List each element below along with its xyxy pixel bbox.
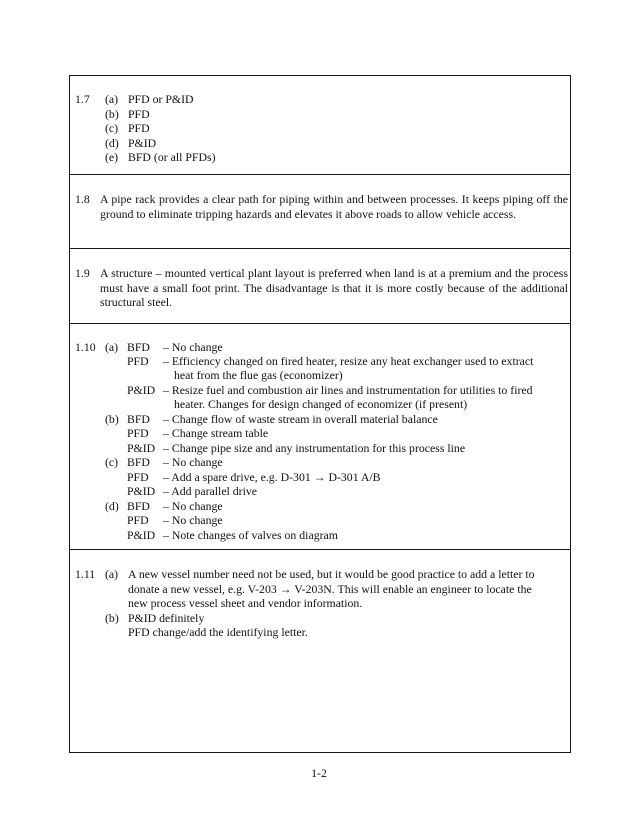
item-letter: (c) <box>105 121 119 135</box>
section-number: 1.11 <box>75 567 96 581</box>
part-text-line: PFD change/add the identifying letter. <box>128 625 308 639</box>
row-text-continued: heat from the flue gas (economizer) <box>174 368 343 382</box>
item-text: BFD (or all PFDs) <box>128 150 216 164</box>
row-text: – No change <box>163 513 223 527</box>
section-1-7 <box>70 76 570 175</box>
section-1-8 <box>70 175 570 249</box>
row-text: – Change flow of waste stream in overall material balance <box>163 412 438 426</box>
section-1-9 <box>70 249 570 324</box>
section-text: A pipe rack provides a clear path for piping within and between processes. It keeps piping off the ground to eliminate tripping hazards and elevates it above roads to allow vehicle access. <box>100 192 568 221</box>
item-letter: (b) <box>105 107 119 121</box>
row-text: – Note changes of valves on diagram <box>163 528 338 542</box>
row-text: – Add parallel drive <box>163 484 258 498</box>
page-number: 1-2 <box>311 766 327 780</box>
row-text: – Efficiency changed on fired heater, resize any heat exchanger used to extract <box>163 354 534 368</box>
part-text-line: new process vessel sheet and vendor information. <box>128 596 363 610</box>
row-type: BFD <box>127 412 150 426</box>
row-type: PFD <box>127 426 149 440</box>
row-text: – No change <box>163 455 223 469</box>
section-number: 1.10 <box>75 340 96 354</box>
row-type: BFD <box>127 340 150 354</box>
section-1-11 <box>70 550 570 752</box>
row-text-continued: heater. Changes for design changed of economizer (if present) <box>174 397 468 411</box>
row-type: PFD <box>127 470 149 484</box>
item-text: PFD <box>128 107 150 121</box>
row-type: P&ID <box>127 441 156 455</box>
part-letter: (a) <box>105 340 119 354</box>
part-text-line: P&ID definitely <box>128 611 205 625</box>
part-letter: (d) <box>105 499 119 513</box>
section-text: A structure – mounted vertical plant layout is preferred when land is at a premium and the process must have a small foot print. The disadvantage is that it is more costly because of the additional structural steel. <box>100 266 568 310</box>
part-letter: (b) <box>105 611 119 625</box>
row-text: – No change <box>163 499 223 513</box>
section-1-10 <box>70 324 570 550</box>
item-text: PFD <box>128 121 150 135</box>
row-type: P&ID <box>127 383 156 397</box>
section-number: 1.7 <box>75 92 90 106</box>
item-letter: (a) <box>105 92 119 106</box>
item-letter: (d) <box>105 136 119 150</box>
row-type: BFD <box>127 455 150 469</box>
part-letter: (b) <box>105 412 119 426</box>
part-letter: (c) <box>105 455 119 469</box>
row-text: – Change stream table <box>163 426 269 440</box>
row-type: P&ID <box>127 484 156 498</box>
row-type: P&ID <box>127 528 156 542</box>
part-letter: (a) <box>105 567 119 581</box>
part-text-line: A new vessel number need not be used, but it would be good practice to add a letter to <box>128 567 535 581</box>
row-type: PFD <box>127 354 149 368</box>
row-text: – No change <box>163 340 223 354</box>
section-number: 1.8 <box>75 192 90 206</box>
row-text: – Change pipe size and any instrumentation for this process line <box>163 441 466 455</box>
row-type: PFD <box>127 513 149 527</box>
item-text: P&ID <box>128 136 157 150</box>
answer-table <box>69 75 571 753</box>
section-number: 1.9 <box>75 266 90 280</box>
row-text: – Add a spare drive, e.g. D-301 → D-301 A/B <box>163 470 381 484</box>
row-type: BFD <box>127 499 150 513</box>
row-text: – Resize fuel and combustion air lines and instrumentation for utilities to fired <box>163 383 533 397</box>
item-letter: (e) <box>105 150 119 164</box>
item-text: PFD or P&ID <box>128 92 194 106</box>
part-text-line: donate a new vessel, e.g. V-203 → V-203N. This will enable an engineer to locate the <box>128 582 532 596</box>
